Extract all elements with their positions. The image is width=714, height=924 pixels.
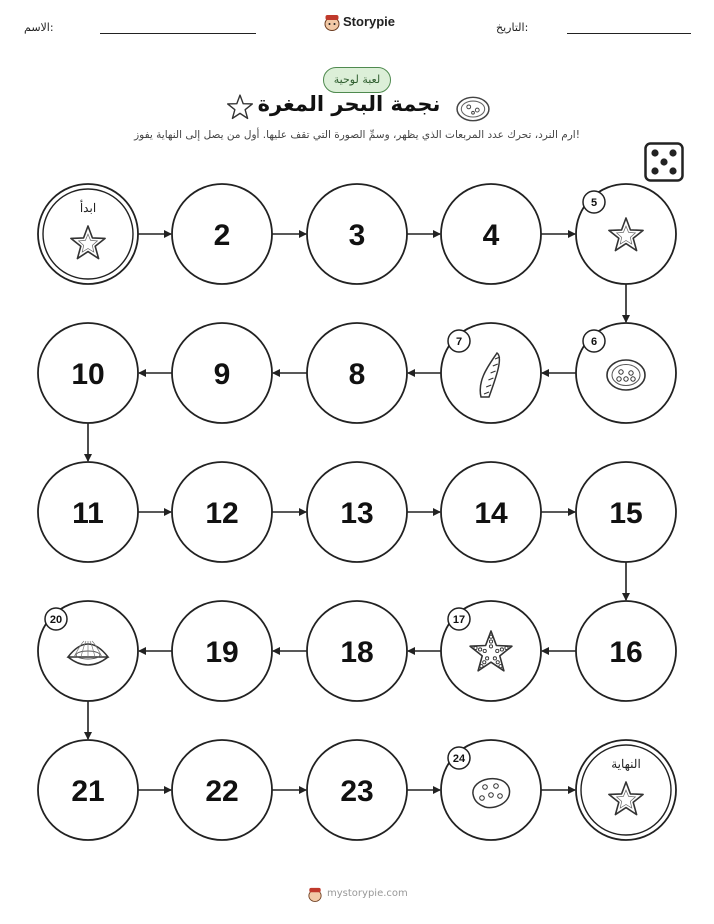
space-number: 19 bbox=[205, 636, 239, 669]
date-label: التاريخ: bbox=[496, 21, 529, 34]
instructions: ارم النرد، تحرك عدد المربعات الذي يظهر، وسمِّ الصورة التي تقف عليها. أول من يصل إلى النهاية يفوز! bbox=[134, 129, 580, 141]
space-number: 18 bbox=[340, 636, 374, 669]
space-number: 13 bbox=[340, 497, 374, 530]
board-space-18[interactable] bbox=[307, 601, 407, 701]
space-number: 7 bbox=[455, 336, 463, 348]
board-space-24[interactable] bbox=[441, 740, 541, 840]
board-space-20[interactable] bbox=[38, 601, 138, 701]
space-number: 23 bbox=[340, 775, 374, 808]
board-space-23[interactable] bbox=[307, 740, 407, 840]
board-space-6[interactable] bbox=[576, 323, 676, 423]
space-number: 12 bbox=[205, 497, 239, 530]
board-space-22[interactable] bbox=[172, 740, 272, 840]
space-number: 14 bbox=[474, 497, 508, 530]
space-number: 2 bbox=[213, 219, 231, 252]
board-space-5[interactable] bbox=[576, 184, 676, 284]
space-number: 8 bbox=[348, 358, 366, 391]
space-number: 11 bbox=[72, 497, 104, 530]
space-number: 15 bbox=[609, 497, 643, 530]
space-number: 17 bbox=[452, 614, 466, 626]
board-space-13[interactable] bbox=[307, 462, 407, 562]
board-space-2[interactable] bbox=[172, 184, 272, 284]
finish-space[interactable] bbox=[576, 740, 676, 840]
space-number: 24 bbox=[452, 753, 466, 765]
board-space-19[interactable] bbox=[172, 601, 272, 701]
space-number: 10 bbox=[71, 358, 105, 391]
board-space-10[interactable] bbox=[38, 323, 138, 423]
space-number: 3 bbox=[348, 219, 366, 252]
space-number: 9 bbox=[213, 358, 231, 391]
space-number: 21 bbox=[71, 775, 105, 808]
board-space-16[interactable] bbox=[576, 601, 676, 701]
board-space-17[interactable] bbox=[441, 601, 541, 701]
space-number: 4 bbox=[482, 219, 500, 252]
space-number: 6 bbox=[590, 336, 598, 348]
board-space-21[interactable] bbox=[38, 740, 138, 840]
board-space-15[interactable] bbox=[576, 462, 676, 562]
board-space-4[interactable] bbox=[441, 184, 541, 284]
space-number: 5 bbox=[590, 197, 598, 209]
name-label: الاسم: bbox=[24, 21, 54, 34]
board-space-14[interactable] bbox=[441, 462, 541, 562]
board-space-7[interactable] bbox=[441, 323, 541, 423]
footer-url[interactable]: mystorypie.com bbox=[327, 888, 408, 899]
finish-label: النهاية bbox=[611, 757, 641, 771]
space-number: 20 bbox=[49, 614, 63, 626]
board-space-3[interactable] bbox=[307, 184, 407, 284]
brand-name: Storypie bbox=[343, 14, 396, 29]
page-title: نجمة البحر المغرة bbox=[257, 92, 441, 116]
start-space[interactable] bbox=[38, 184, 138, 284]
board-space-11[interactable] bbox=[38, 462, 138, 562]
footer-mascot-icon bbox=[308, 886, 322, 902]
space-number: 22 bbox=[205, 775, 239, 808]
board-space-12[interactable] bbox=[172, 462, 272, 562]
space-number: 16 bbox=[609, 636, 643, 669]
footer bbox=[308, 886, 428, 904]
game-type-badge: لعبة لوحية bbox=[323, 67, 391, 93]
start-label: ابدأ bbox=[79, 201, 97, 215]
board-space-9[interactable] bbox=[172, 323, 272, 423]
board-space-8[interactable] bbox=[307, 323, 407, 423]
